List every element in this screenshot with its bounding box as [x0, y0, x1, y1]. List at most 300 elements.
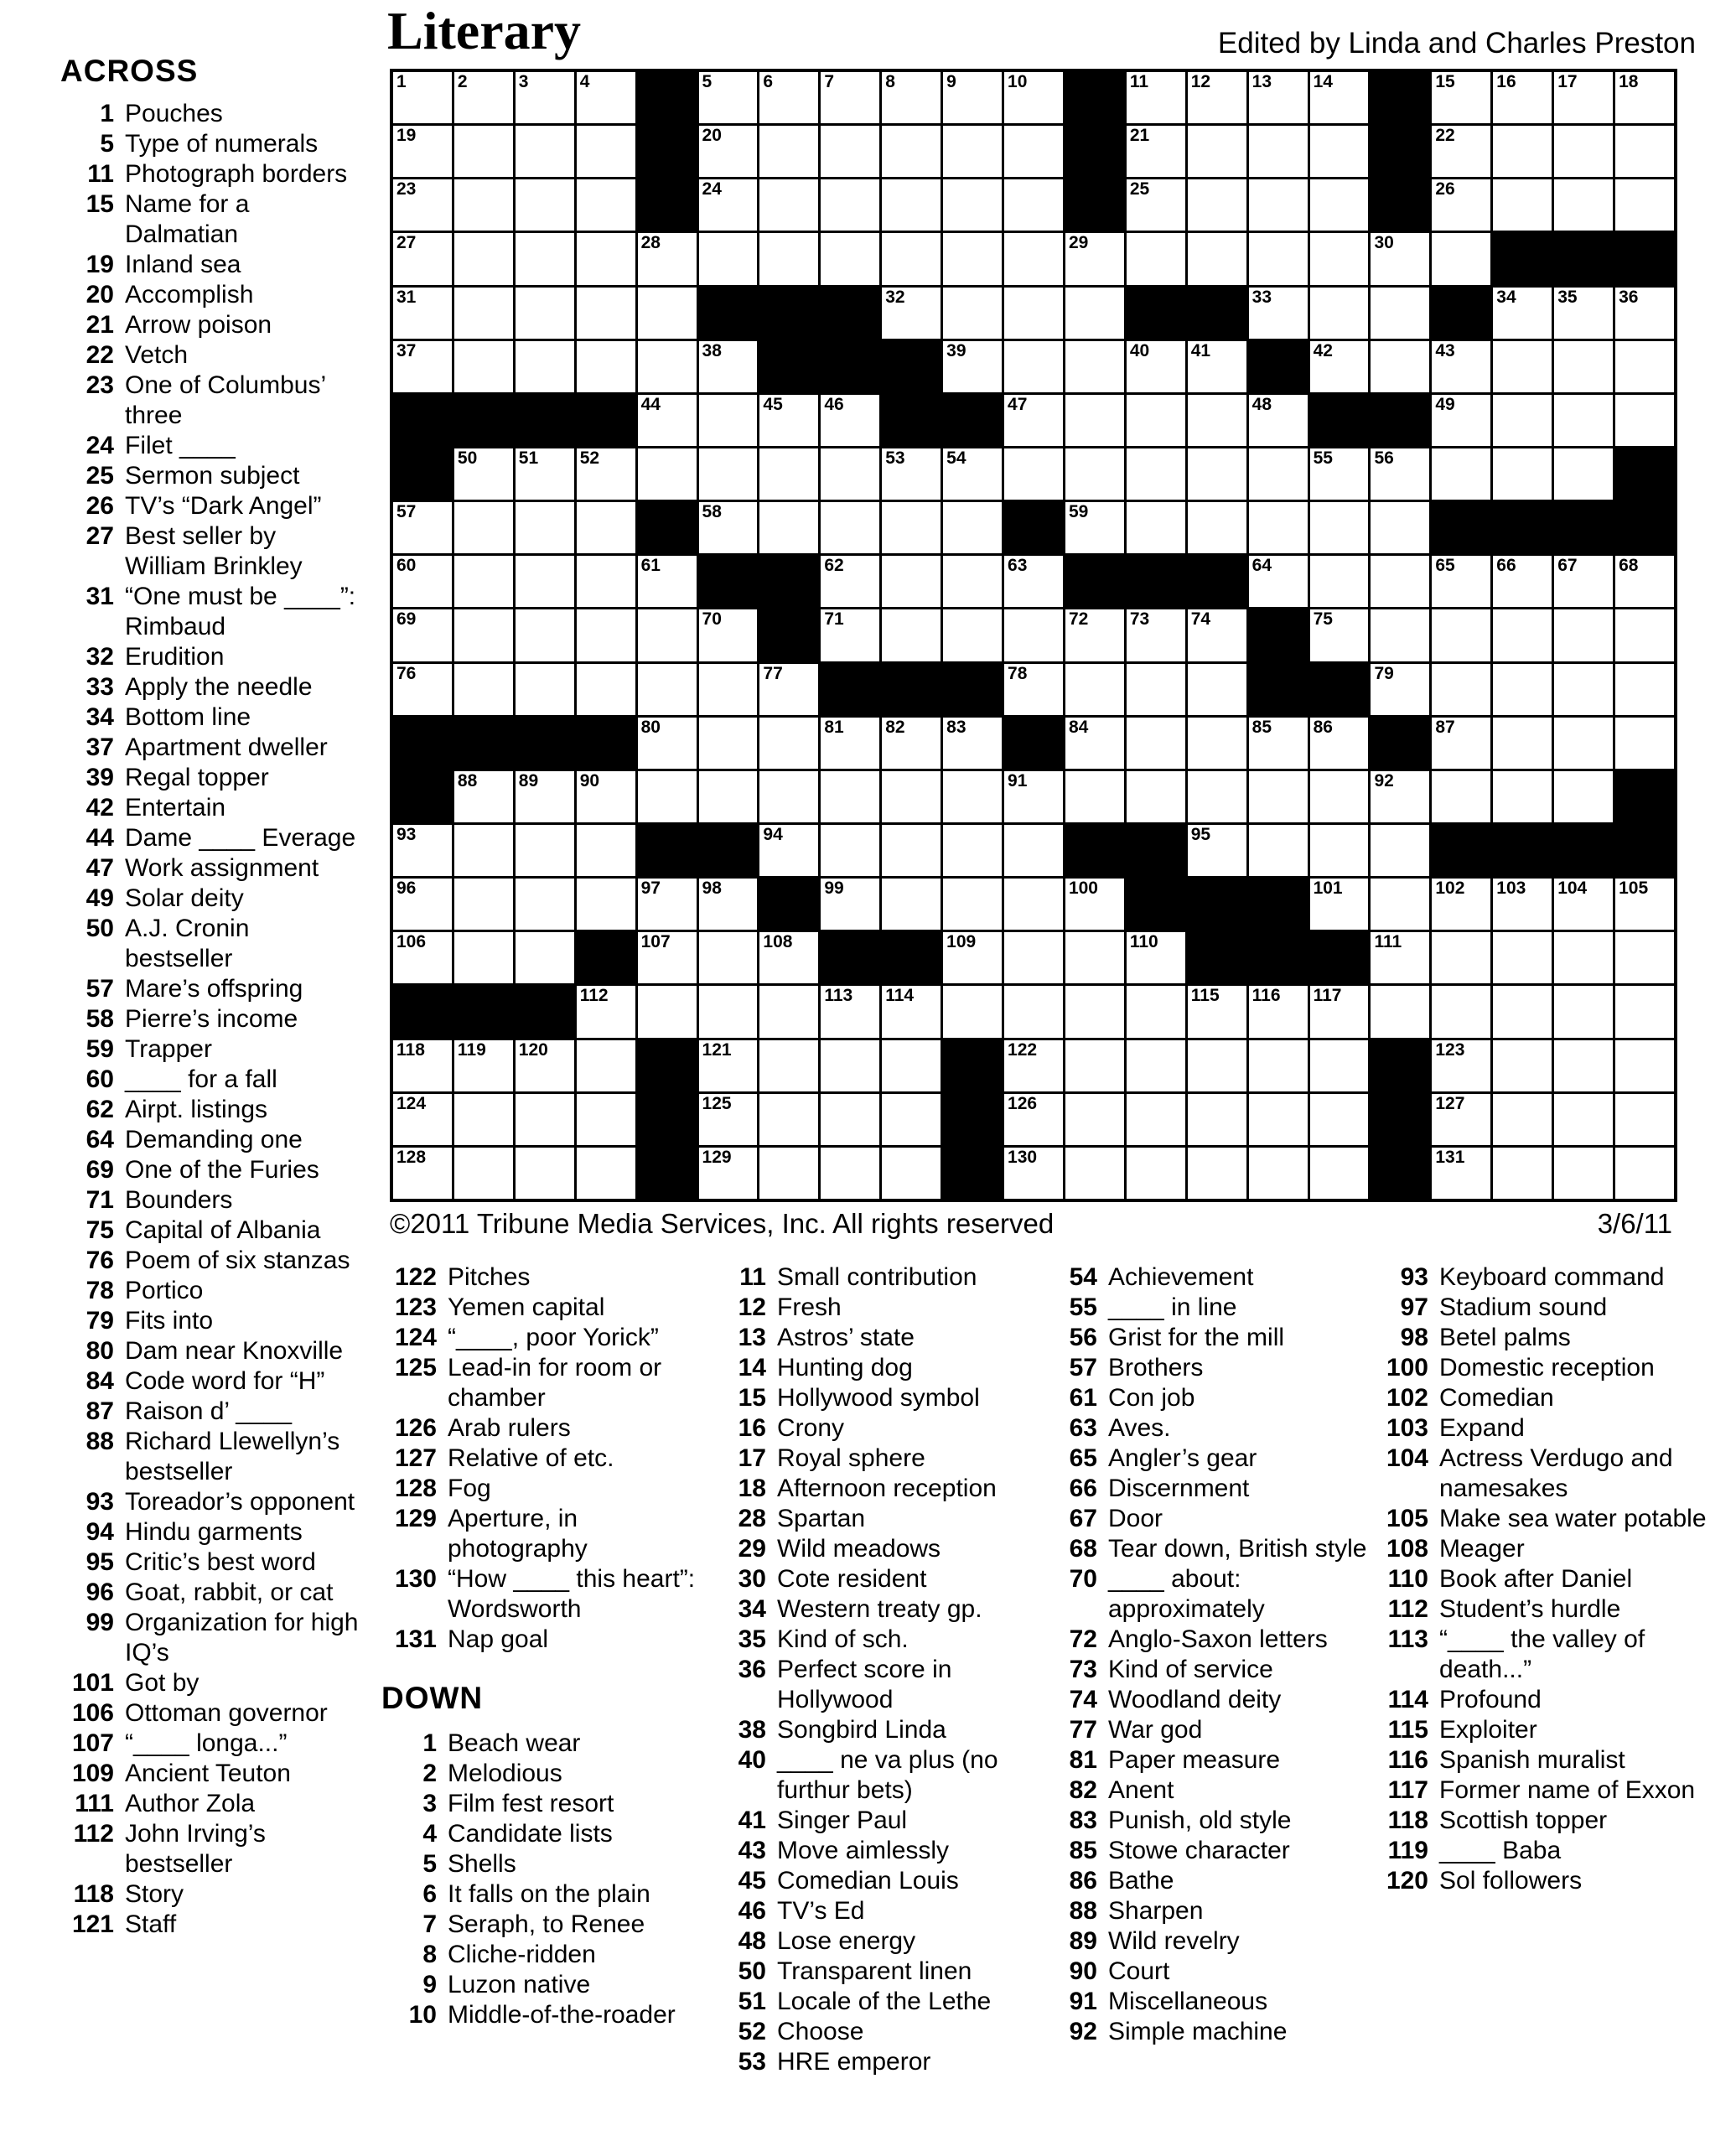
grid-cell[interactable] — [1004, 932, 1063, 983]
grid-cell[interactable] — [1065, 664, 1124, 715]
grid-cell[interactable] — [1371, 448, 1429, 500]
grid-cell[interactable] — [882, 1094, 941, 1145]
grid-cell[interactable] — [1554, 179, 1613, 231]
grid-cell[interactable] — [1004, 556, 1063, 607]
grid-cell[interactable] — [577, 72, 635, 123]
grid-cell[interactable] — [1371, 233, 1429, 284]
grid-cell[interactable] — [454, 288, 513, 339]
grid-cell[interactable] — [759, 932, 818, 983]
grid-cell[interactable] — [638, 395, 697, 446]
grid-cell[interactable] — [699, 72, 758, 123]
grid-cell[interactable] — [1432, 1040, 1490, 1091]
grid-cell[interactable] — [1249, 1040, 1308, 1091]
grid-cell[interactable] — [759, 664, 818, 715]
grid-cell[interactable] — [1188, 72, 1246, 123]
grid-cell[interactable] — [1432, 179, 1490, 231]
grid-cell[interactable] — [1554, 771, 1613, 822]
grid-cell[interactable] — [1615, 1094, 1674, 1145]
grid-cell[interactable] — [821, 1040, 879, 1091]
grid-cell[interactable] — [638, 233, 697, 284]
grid-cell[interactable] — [1615, 126, 1674, 177]
grid-cell[interactable] — [577, 1094, 635, 1145]
grid-cell[interactable] — [393, 288, 452, 339]
grid-cell[interactable] — [1554, 718, 1613, 769]
grid-cell[interactable] — [759, 448, 818, 500]
grid-cell[interactable] — [1065, 502, 1124, 553]
grid-cell[interactable] — [1615, 556, 1674, 607]
grid-cell[interactable] — [577, 771, 635, 822]
grid-cell[interactable] — [393, 72, 452, 123]
grid-cell[interactable] — [1310, 879, 1369, 930]
grid-cell[interactable] — [1310, 771, 1369, 822]
grid-cell[interactable] — [1615, 1040, 1674, 1091]
grid-cell[interactable] — [1127, 502, 1185, 553]
grid-cell[interactable] — [577, 341, 635, 392]
grid-cell[interactable] — [1310, 179, 1369, 231]
grid-cell[interactable] — [577, 825, 635, 876]
grid-cell[interactable] — [1065, 395, 1124, 446]
grid-cell[interactable] — [699, 341, 758, 392]
grid-cell[interactable] — [1371, 288, 1429, 339]
grid-cell[interactable] — [943, 288, 1002, 339]
grid-cell[interactable] — [943, 986, 1002, 1037]
grid-cell[interactable] — [454, 609, 513, 661]
grid-cell[interactable] — [1371, 609, 1429, 661]
grid-cell[interactable] — [1615, 72, 1674, 123]
grid-cell[interactable] — [454, 825, 513, 876]
grid-cell[interactable] — [1127, 1148, 1185, 1199]
grid-cell[interactable] — [1249, 395, 1308, 446]
grid-cell[interactable] — [821, 1094, 879, 1145]
grid-cell[interactable] — [577, 233, 635, 284]
grid-cell[interactable] — [393, 502, 452, 553]
grid-cell[interactable] — [882, 1040, 941, 1091]
grid-cell[interactable] — [1432, 664, 1490, 715]
grid-cell[interactable] — [454, 1148, 513, 1199]
grid-cell[interactable] — [821, 1148, 879, 1199]
grid-cell[interactable] — [821, 609, 879, 661]
grid-cell[interactable] — [943, 718, 1002, 769]
grid-cell[interactable] — [759, 771, 818, 822]
grid-cell[interactable] — [1615, 179, 1674, 231]
grid-cell[interactable] — [1554, 556, 1613, 607]
grid-cell[interactable] — [1432, 395, 1490, 446]
grid-cell[interactable] — [1249, 1148, 1308, 1199]
grid-cell[interactable] — [943, 448, 1002, 500]
grid-cell[interactable] — [1493, 609, 1552, 661]
grid-cell[interactable] — [1432, 72, 1490, 123]
grid-cell[interactable] — [699, 395, 758, 446]
grid-cell[interactable] — [1371, 771, 1429, 822]
grid-cell[interactable] — [577, 664, 635, 715]
grid-cell[interactable] — [1188, 395, 1246, 446]
grid-cell[interactable] — [1554, 395, 1613, 446]
grid-cell[interactable] — [454, 556, 513, 607]
grid-cell[interactable] — [1188, 718, 1246, 769]
grid-cell[interactable] — [1004, 341, 1063, 392]
grid-cell[interactable] — [1310, 1094, 1369, 1145]
grid-cell[interactable] — [638, 609, 697, 661]
grid-cell[interactable] — [821, 179, 879, 231]
grid-cell[interactable] — [393, 609, 452, 661]
grid-cell[interactable] — [882, 72, 941, 123]
grid-cell[interactable] — [1310, 986, 1369, 1037]
grid-cell[interactable] — [1615, 718, 1674, 769]
grid-cell[interactable] — [393, 126, 452, 177]
grid-cell[interactable] — [1615, 879, 1674, 930]
grid-cell[interactable] — [1493, 556, 1552, 607]
grid-cell[interactable] — [1188, 986, 1246, 1037]
grid-cell[interactable] — [1188, 126, 1246, 177]
grid-cell[interactable] — [1065, 771, 1124, 822]
grid-cell[interactable] — [1493, 986, 1552, 1037]
grid-cell[interactable] — [1249, 126, 1308, 177]
grid-cell[interactable] — [1065, 448, 1124, 500]
grid-cell[interactable] — [516, 1094, 574, 1145]
grid-cell[interactable] — [759, 986, 818, 1037]
grid-cell[interactable] — [699, 1094, 758, 1145]
grid-cell[interactable] — [699, 179, 758, 231]
grid-cell[interactable] — [1493, 179, 1552, 231]
grid-cell[interactable] — [1493, 126, 1552, 177]
grid-cell[interactable] — [1188, 233, 1246, 284]
grid-cell[interactable] — [1127, 1094, 1185, 1145]
grid-cell[interactable] — [1310, 288, 1369, 339]
grid-cell[interactable] — [699, 609, 758, 661]
grid-cell[interactable] — [1127, 448, 1185, 500]
grid-cell[interactable] — [516, 288, 574, 339]
grid-cell[interactable] — [1432, 126, 1490, 177]
grid-cell[interactable] — [1615, 395, 1674, 446]
grid-cell[interactable] — [1554, 448, 1613, 500]
grid-cell[interactable] — [1249, 718, 1308, 769]
grid-cell[interactable] — [393, 825, 452, 876]
grid-cell[interactable] — [1004, 448, 1063, 500]
grid-cell[interactable] — [759, 718, 818, 769]
grid-cell[interactable] — [1371, 825, 1429, 876]
grid-cell[interactable] — [821, 718, 879, 769]
grid-cell[interactable] — [1554, 986, 1613, 1037]
grid-cell[interactable] — [1493, 72, 1552, 123]
grid-cell[interactable] — [516, 448, 574, 500]
grid-cell[interactable] — [699, 664, 758, 715]
grid-cell[interactable] — [821, 72, 879, 123]
grid-cell[interactable] — [882, 502, 941, 553]
grid-cell[interactable] — [1432, 718, 1490, 769]
grid-cell[interactable] — [454, 664, 513, 715]
grid-cell[interactable] — [943, 72, 1002, 123]
grid-cell[interactable] — [393, 1094, 452, 1145]
grid-cell[interactable] — [821, 771, 879, 822]
grid-cell[interactable] — [1432, 609, 1490, 661]
grid-cell[interactable] — [1371, 556, 1429, 607]
grid-cell[interactable] — [1493, 448, 1552, 500]
grid-cell[interactable] — [393, 1148, 452, 1199]
grid-cell[interactable] — [1065, 718, 1124, 769]
grid-cell[interactable] — [759, 1094, 818, 1145]
grid-cell[interactable] — [393, 179, 452, 231]
grid-cell[interactable] — [821, 502, 879, 553]
grid-cell[interactable] — [1432, 986, 1490, 1037]
grid-cell[interactable] — [1127, 126, 1185, 177]
grid-cell[interactable] — [516, 1148, 574, 1199]
grid-cell[interactable] — [1493, 718, 1552, 769]
grid-cell[interactable] — [699, 1040, 758, 1091]
grid-cell[interactable] — [1493, 341, 1552, 392]
grid-cell[interactable] — [1493, 1148, 1552, 1199]
grid-cell[interactable] — [1127, 233, 1185, 284]
grid-cell[interactable] — [699, 986, 758, 1037]
grid-cell[interactable] — [943, 932, 1002, 983]
grid-cell[interactable] — [882, 233, 941, 284]
grid-cell[interactable] — [516, 179, 574, 231]
grid-cell[interactable] — [1615, 1148, 1674, 1199]
grid-cell[interactable] — [1432, 932, 1490, 983]
grid-cell[interactable] — [699, 233, 758, 284]
grid-cell[interactable] — [882, 825, 941, 876]
grid-cell[interactable] — [516, 825, 574, 876]
grid-cell[interactable] — [1249, 288, 1308, 339]
grid-cell[interactable] — [454, 179, 513, 231]
grid-cell[interactable] — [1310, 126, 1369, 177]
grid-cell[interactable] — [943, 502, 1002, 553]
grid-cell[interactable] — [1310, 72, 1369, 123]
grid-cell[interactable] — [759, 1040, 818, 1091]
grid-cell[interactable] — [699, 932, 758, 983]
grid-cell[interactable] — [454, 932, 513, 983]
grid-cell[interactable] — [1432, 448, 1490, 500]
grid-cell[interactable] — [699, 502, 758, 553]
grid-cell[interactable] — [577, 986, 635, 1037]
grid-cell[interactable] — [882, 448, 941, 500]
grid-cell[interactable] — [1310, 718, 1369, 769]
grid-cell[interactable] — [1127, 609, 1185, 661]
grid-cell[interactable] — [1188, 1094, 1246, 1145]
grid-cell[interactable] — [759, 179, 818, 231]
grid-cell[interactable] — [1249, 1094, 1308, 1145]
grid-cell[interactable] — [1493, 395, 1552, 446]
grid-cell[interactable] — [1310, 448, 1369, 500]
grid-cell[interactable] — [1432, 879, 1490, 930]
grid-cell[interactable] — [1493, 1040, 1552, 1091]
grid-cell[interactable] — [759, 126, 818, 177]
grid-cell[interactable] — [1004, 879, 1063, 930]
grid-cell[interactable] — [882, 986, 941, 1037]
grid-cell[interactable] — [1554, 341, 1613, 392]
grid-cell[interactable] — [1188, 448, 1246, 500]
grid-cell[interactable] — [821, 986, 879, 1037]
grid-cell[interactable] — [1432, 233, 1490, 284]
grid-cell[interactable] — [638, 556, 697, 607]
grid-cell[interactable] — [699, 448, 758, 500]
grid-cell[interactable] — [943, 233, 1002, 284]
grid-cell[interactable] — [1127, 179, 1185, 231]
grid-cell[interactable] — [516, 341, 574, 392]
grid-cell[interactable] — [882, 126, 941, 177]
grid-cell[interactable] — [638, 986, 697, 1037]
grid-cell[interactable] — [454, 879, 513, 930]
grid-cell[interactable] — [577, 448, 635, 500]
grid-cell[interactable] — [393, 233, 452, 284]
grid-cell[interactable] — [454, 233, 513, 284]
grid-cell[interactable] — [1249, 233, 1308, 284]
grid-cell[interactable] — [1493, 879, 1552, 930]
grid-cell[interactable] — [943, 771, 1002, 822]
grid-cell[interactable] — [1188, 825, 1246, 876]
grid-cell[interactable] — [1615, 609, 1674, 661]
grid-cell[interactable] — [454, 448, 513, 500]
grid-cell[interactable] — [1310, 233, 1369, 284]
grid-cell[interactable] — [1554, 288, 1613, 339]
grid-cell[interactable] — [516, 502, 574, 553]
grid-cell[interactable] — [1188, 771, 1246, 822]
grid-cell[interactable] — [454, 341, 513, 392]
grid-cell[interactable] — [943, 341, 1002, 392]
grid-cell[interactable] — [1004, 233, 1063, 284]
grid-cell[interactable] — [943, 556, 1002, 607]
grid-cell[interactable] — [882, 879, 941, 930]
grid-cell[interactable] — [1188, 609, 1246, 661]
grid-cell[interactable] — [1004, 1148, 1063, 1199]
grid-cell[interactable] — [1554, 1148, 1613, 1199]
grid-cell[interactable] — [638, 932, 697, 983]
grid-cell[interactable] — [577, 556, 635, 607]
grid-cell[interactable] — [1310, 609, 1369, 661]
grid-cell[interactable] — [699, 718, 758, 769]
grid-cell[interactable] — [1004, 771, 1063, 822]
grid-cell[interactable] — [638, 718, 697, 769]
grid-cell[interactable] — [699, 879, 758, 930]
grid-cell[interactable] — [577, 502, 635, 553]
grid-cell[interactable] — [1188, 502, 1246, 553]
grid-cell[interactable] — [1004, 825, 1063, 876]
grid-cell[interactable] — [638, 288, 697, 339]
grid-cell[interactable] — [1371, 986, 1429, 1037]
grid-cell[interactable] — [1371, 879, 1429, 930]
grid-cell[interactable] — [1127, 1040, 1185, 1091]
grid-cell[interactable] — [759, 233, 818, 284]
grid-cell[interactable] — [759, 1148, 818, 1199]
grid-cell[interactable] — [638, 448, 697, 500]
grid-cell[interactable] — [821, 825, 879, 876]
grid-cell[interactable] — [821, 448, 879, 500]
grid-cell[interactable] — [454, 1094, 513, 1145]
grid-cell[interactable] — [1127, 72, 1185, 123]
grid-cell[interactable] — [1065, 1148, 1124, 1199]
grid-cell[interactable] — [1493, 1094, 1552, 1145]
grid-cell[interactable] — [1493, 771, 1552, 822]
grid-cell[interactable] — [1249, 556, 1308, 607]
grid-cell[interactable] — [454, 126, 513, 177]
grid-cell[interactable] — [1065, 288, 1124, 339]
grid-cell[interactable] — [821, 395, 879, 446]
grid-cell[interactable] — [638, 771, 697, 822]
grid-cell[interactable] — [1004, 1040, 1063, 1091]
grid-cell[interactable] — [882, 771, 941, 822]
grid-cell[interactable] — [1310, 556, 1369, 607]
grid-cell[interactable] — [577, 179, 635, 231]
grid-cell[interactable] — [1493, 288, 1552, 339]
grid-cell[interactable] — [1615, 664, 1674, 715]
grid-cell[interactable] — [943, 126, 1002, 177]
grid-cell[interactable] — [516, 609, 574, 661]
grid-cell[interactable] — [638, 879, 697, 930]
grid-cell[interactable] — [882, 556, 941, 607]
grid-cell[interactable] — [1371, 932, 1429, 983]
grid-cell[interactable] — [516, 664, 574, 715]
grid-cell[interactable] — [1615, 341, 1674, 392]
grid-cell[interactable] — [638, 341, 697, 392]
grid-cell[interactable] — [1554, 1040, 1613, 1091]
grid-cell[interactable] — [943, 825, 1002, 876]
grid-cell[interactable] — [1127, 771, 1185, 822]
grid-cell[interactable] — [1493, 932, 1552, 983]
grid-cell[interactable] — [1371, 664, 1429, 715]
grid-cell[interactable] — [882, 179, 941, 231]
grid-cell[interactable] — [393, 1040, 452, 1091]
grid-cell[interactable] — [1004, 72, 1063, 123]
grid-cell[interactable] — [1310, 825, 1369, 876]
grid-cell[interactable] — [516, 126, 574, 177]
grid-cell[interactable] — [1249, 448, 1308, 500]
grid-cell[interactable] — [759, 502, 818, 553]
grid-cell[interactable] — [1065, 341, 1124, 392]
grid-cell[interactable] — [1127, 395, 1185, 446]
grid-cell[interactable] — [1127, 986, 1185, 1037]
grid-cell[interactable] — [943, 179, 1002, 231]
grid-cell[interactable] — [1310, 341, 1369, 392]
grid-cell[interactable] — [638, 664, 697, 715]
grid-cell[interactable] — [821, 126, 879, 177]
grid-cell[interactable] — [577, 1040, 635, 1091]
grid-cell[interactable] — [1432, 1094, 1490, 1145]
grid-cell[interactable] — [1310, 1148, 1369, 1199]
grid-cell[interactable] — [516, 771, 574, 822]
grid-cell[interactable] — [699, 1148, 758, 1199]
grid-cell[interactable] — [1065, 1094, 1124, 1145]
grid-cell[interactable] — [454, 1040, 513, 1091]
grid-cell[interactable] — [516, 932, 574, 983]
grid-cell[interactable] — [1065, 879, 1124, 930]
grid-cell[interactable] — [516, 879, 574, 930]
grid-cell[interactable] — [1432, 771, 1490, 822]
grid-cell[interactable] — [759, 825, 818, 876]
grid-cell[interactable] — [1065, 609, 1124, 661]
grid-cell[interactable] — [882, 1148, 941, 1199]
grid-cell[interactable] — [577, 879, 635, 930]
grid-cell[interactable] — [577, 609, 635, 661]
grid-cell[interactable] — [1554, 879, 1613, 930]
grid-cell[interactable] — [882, 718, 941, 769]
grid-cell[interactable] — [1127, 341, 1185, 392]
grid-cell[interactable] — [1188, 179, 1246, 231]
grid-cell[interactable] — [1004, 288, 1063, 339]
grid-cell[interactable] — [1249, 825, 1308, 876]
grid-cell[interactable] — [1065, 1040, 1124, 1091]
grid-cell[interactable] — [1432, 1148, 1490, 1199]
grid-cell[interactable] — [454, 771, 513, 822]
grid-cell[interactable] — [1004, 179, 1063, 231]
grid-cell[interactable] — [1188, 1040, 1246, 1091]
grid-cell[interactable] — [1432, 556, 1490, 607]
grid-cell[interactable] — [1554, 932, 1613, 983]
grid-cell[interactable] — [882, 609, 941, 661]
grid-cell[interactable] — [393, 932, 452, 983]
grid-cell[interactable] — [577, 1148, 635, 1199]
grid-cell[interactable] — [577, 126, 635, 177]
grid-cell[interactable] — [1615, 932, 1674, 983]
grid-cell[interactable] — [1249, 179, 1308, 231]
